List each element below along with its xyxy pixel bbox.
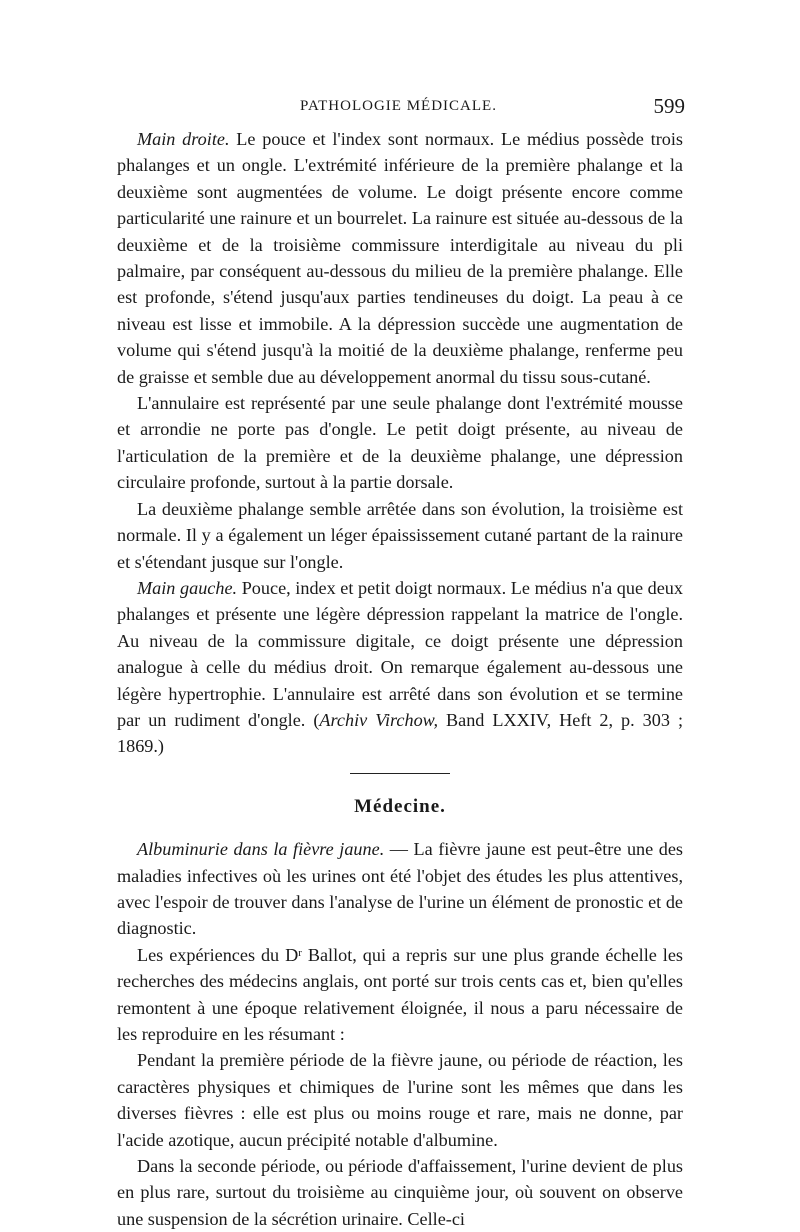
paragraph-annulaire [117, 390, 683, 496]
page-header [120, 94, 685, 122]
paragraph-text: Pendant la première période de la fièvre jaune, ou période de réaction, les caractères physiques et chimiques de l'urine sont les mêmes que dans les diverses fièvres : elle est plus ou moins rouge et rare, mais ne donne, par l'acide azotique, aucun précipité notable d'albumine. [117, 1050, 683, 1150]
paragraph-text: — La fièvre jaune est peut-être une des maladies infectives où les urines ont été l'objet des études les plus attentives, avec l'espoir de trouver dans l'analyse de l'urine un élément de pronostic et de diagnostic. [117, 839, 683, 939]
paragraph-premiere-periode [117, 1047, 683, 1153]
paragraph-main-gauche [117, 575, 683, 760]
paragraph-experiences [117, 942, 683, 1048]
paragraph-text: Le pouce et l'index sont normaux. Le médius possède trois phalanges et un ongle. L'extrémité inférieure de la première phalange et la deuxième sont augmentées de volume. Le doigt présente encore comme particularité une rainure et un bourrelet. La rainure est située au-dessous de la deuxième et de la troisième commissure interdigitale au niveau du pli palmaire, par conséquent au-dessous du milieu de la première phalange. Elle est profonde, s'étend jusqu'aux parties tendineuses du doigt. La peau à ce niveau est lisse et immobile. A la dépression succède une augmentation de volume qui s'étend jusqu'à la moitié de la deuxième phalange, renferme peu de graisse et semble due au développement anormal du tissu sous-cutané. [117, 129, 683, 387]
citation-reference: Band LXXIV, Heft 2, p. 303 ; 1869.) [117, 709, 683, 757]
paragraph-albuminurie [117, 836, 683, 942]
paragraph-main-droite [117, 126, 683, 390]
page-number: 599 [653, 94, 685, 118]
section-divider [350, 773, 450, 774]
paragraph-text: Pouce, index et petit doigt normaux. Le médius n'a que deux phalanges et présente une légère dépression rappelant la matrice de l'ongle. Au niveau de la commissure digitale, ce doigt présente une dépression analogue à celle du médius droit. On remarque également au-dessous une légère hypertrophie. L'annulaire est arrêté dans son évolution et se termine par un rudiment d'ongle. ( [117, 577, 683, 730]
paragraph-text-start: Les expériences du D [137, 944, 299, 965]
body-text [117, 126, 683, 1232]
paragraph-lead: Main gauche. [137, 577, 238, 598]
superscript: r [298, 946, 302, 959]
paragraph-text: Ballot, qui a repris sur une plus grande échelle les recherches des médecins anglais, ont porté sur trois cents cas et, bien qu'elles remontent à une époque relativement éloignée, il nous a paru nécessaire de les reproduire en les résumant : [117, 944, 683, 1044]
paragraph-lead: Albuminurie dans la fièvre jaune. [137, 839, 385, 860]
paragraph-text: La deuxième phalange semble arrêtée dans son évolution, la troisième est normale. Il y a également un léger épaississement cutané partant de la rainure et s'étendant jusque sur l'ongle. [117, 498, 683, 572]
running-title: PATHOLOGIE MÉDICALE. [300, 98, 497, 114]
section-title: Médecine. [354, 795, 446, 817]
paragraph-seconde-periode [117, 1153, 683, 1232]
paragraph-text: Dans la seconde période, ou période d'affaissement, l'urine devient de plus en plus rare, surtout du troisième au cinquième jour, où souvent on observe une suspension de la sécrétion urinaire. Celle-ci [117, 1156, 683, 1229]
citation-journal: Archiv Virchow, [319, 709, 438, 730]
paragraph-lead: Main droite. [137, 129, 230, 149]
paragraph-deuxieme-phalange [117, 496, 683, 575]
paragraph-text: L'annulaire est représenté par une seule phalange dont l'extrémité mousse et arrondie ne porte pas d'ongle. Le petit doigt présente, au niveau de l'articulation de la première et de la deuxième phalange, une dépression circulaire profonde, surtout à la partie dorsale. [117, 393, 683, 493]
